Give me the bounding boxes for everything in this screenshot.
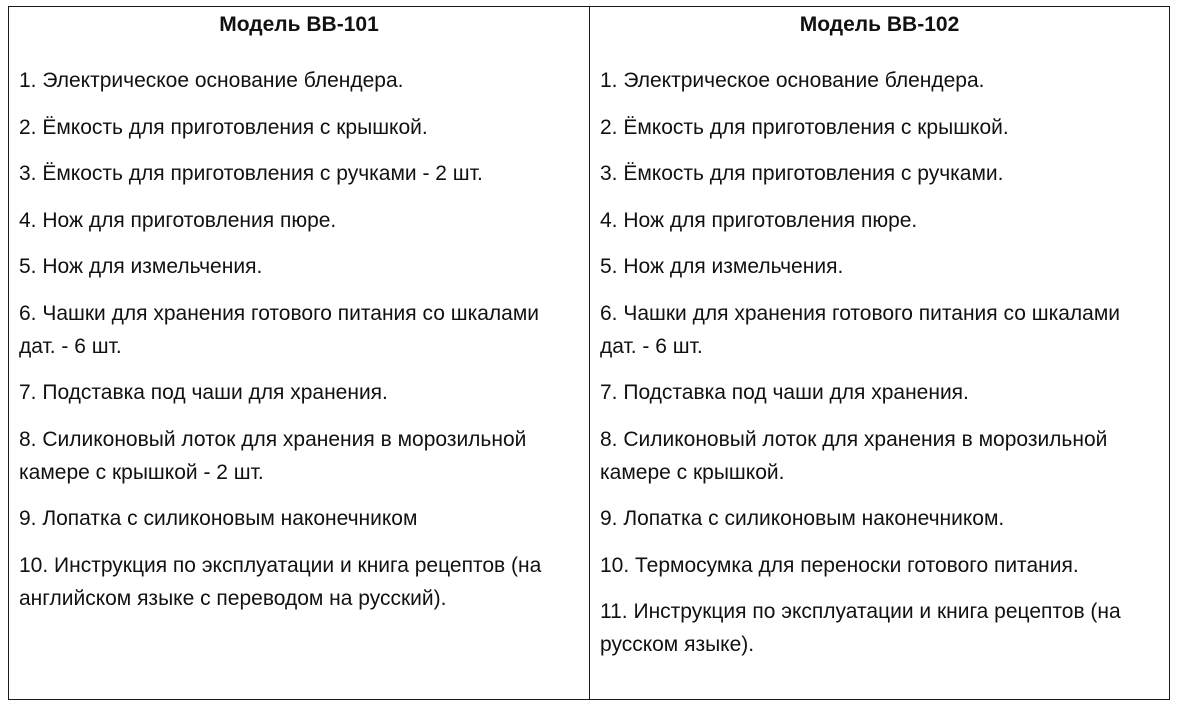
list-item: 11. Инструкция по эксплуатации и книга рецептов (на русском языке). [600,600,1121,656]
item-list [600,64,1159,661]
list-item: 1. Электрическое основание блендера. [600,69,985,92]
list-item: 3. Ёмкость для приготовления с ручками - 2 шт. [19,162,483,185]
list-item: 7. Подставка под чаши для хранения. [19,381,388,404]
column-bb-101 [9,7,589,699]
list-item: 1. Электрическое основание блендера. [19,69,404,92]
list-item: 6. Чашки для хранения готового питания со шкалами дат. - 6 шт. [19,301,540,358]
list-item: 5. Нож для измельчения. [600,255,844,278]
list-item: 5. Нож для измельчения. [19,255,263,278]
list-item: 3. Ёмкость для приготовления с ручками. [600,162,1004,185]
list-item: 2. Ёмкость для приготовления с крышкой. [19,115,428,139]
list-item: 6. Чашки для хранения готового питания со шкалами дат. - 6 шт. [600,301,1121,358]
list-item: 2. Ёмкость для приготовления с крышкой. [600,115,1009,139]
column-bb-102 [589,7,1169,699]
item-list [19,64,579,615]
list-item: 10. Инструкция по эксплуатации и книга рецептов (на английском языке с переводом на русский). [19,553,542,610]
list-item: 7. Подставка под чаши для хранения. [600,381,969,404]
list-item: 8. Силиконовый лоток для хранения в морозильной камере с крышкой - 2 шт. [19,427,527,484]
list-item: 9. Лопатка с силиконовым наконечником. [600,507,1005,530]
list-item: 10. Термосумка для переноски готового питания. [600,553,1079,577]
list-item: 4. Нож для приготовления пюре. [19,208,337,232]
column-title: Модель BB-102 [799,13,960,36]
comparison-table [8,6,1170,700]
list-item: 8. Силиконовый лоток для хранения в морозильной камере с крышкой. [600,427,1108,484]
list-item: 9. Лопатка с силиконовым наконечником [19,507,418,530]
list-item: 4. Нож для приготовления пюре. [600,208,918,232]
column-title: Модель BB-101 [219,13,379,36]
